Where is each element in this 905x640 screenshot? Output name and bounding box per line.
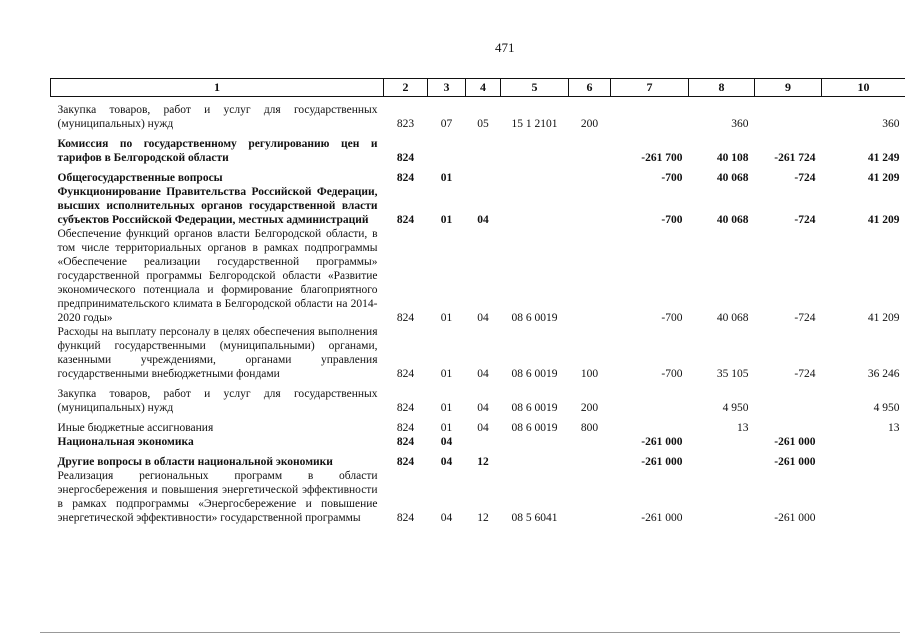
row-amount-total-2: 41 209 [867,312,900,324]
row-amount-change-2: -724 [794,368,816,380]
row-subsection-code: 04 [477,368,489,380]
table-row [51,97,905,132]
row-target-article [501,435,569,449]
table-body [51,97,905,526]
row-amount-change-1: -261 000 [641,512,683,524]
row-expense-type [569,469,611,525]
row-expense-type: 800 [580,422,599,434]
column-header-5: 5 [501,79,569,97]
row-expense-type: 100 [580,368,599,380]
row-target-article [501,185,569,227]
row-amount-total-1: 40 068 [716,312,749,324]
table-header [51,79,905,97]
row-target-article [501,449,569,469]
row-amount-change-2: -724 [794,312,816,324]
row-chapter-code: 824 [396,152,415,164]
column-header-1: 1 [51,79,384,97]
row-target-article: 15 1 2101 [511,118,558,130]
row-amount-change-1: -700 [661,368,683,380]
row-description: Закупка товаров, работ и услуг для государственных (муниципальных) нужд [57,388,378,414]
row-amount-total-1: 40 068 [716,214,749,226]
row-chapter-code: 824 [396,456,415,468]
row-section-code: 04 [440,436,453,448]
row-target-article [501,131,569,165]
row-chapter-code: 824 [396,402,415,414]
row-amount-change-2 [755,381,822,415]
table-row [51,185,905,227]
row-section-code: 04 [440,512,453,524]
row-amount-change-1: -700 [661,312,683,324]
row-amount-total-2 [822,435,905,449]
row-section-code: 01 [440,214,453,226]
row-subsection-code: 05 [477,118,489,130]
row-amount-change-1 [611,97,689,132]
row-description: Национальная экономика [57,436,194,448]
row-description: Функционирование Правительства Российской Федерации, высших исполнительных органов государственной власти субъектов Российской Федерации, местных администраций [57,186,378,226]
row-section-code: 01 [440,402,453,414]
table-row [51,449,905,469]
row-description: Обеспечение функций органов власти Белгородской области, в том числе территориальных органов в рамках подпрограммы «Обеспечение реализации государственной программы» государственной программы Белгородской области «Развитие экономического потенциала и формирование благоприятного предпринимательского климата в Белгородской области на 2014-2020 годы» [57,228,378,324]
row-amount-total-2: 4 950 [873,402,900,414]
row-description: Закупка товаров, работ и услуг для государственных (муниципальных) нужд [57,104,378,130]
row-subsection-code: 04 [477,402,489,414]
row-chapter-code: 824 [396,368,415,380]
row-target-article: 08 6 0019 [511,368,558,380]
column-header-4: 4 [466,79,501,97]
row-amount-total-2: 36 246 [867,368,900,380]
row-amount-total-1: 4 950 [722,402,749,414]
row-amount-change-2: -724 [794,172,816,184]
row-target-article [501,165,569,185]
row-target-article: 08 6 0019 [511,422,558,434]
row-subsection-code [466,435,501,449]
row-chapter-code: 824 [396,172,415,184]
row-amount-total-1 [689,435,755,449]
row-amount-change-1: -261 000 [641,456,683,468]
budget-table [50,78,905,525]
row-section-code: 01 [440,172,453,184]
table-row [51,325,905,381]
column-header-8: 8 [689,79,755,97]
table-row [51,165,905,185]
row-target-article: 08 6 0019 [511,402,558,414]
row-amount-change-2: -261 000 [774,456,816,468]
row-amount-total-1: 35 105 [716,368,749,380]
row-amount-total-2: 41 209 [867,172,900,184]
row-amount-change-2: -724 [794,214,816,226]
bottom-rule [40,632,900,633]
row-expense-type [569,185,611,227]
row-amount-change-2: -261 000 [774,436,816,448]
row-amount-total-1: 13 [737,422,749,434]
row-expense-type: 200 [580,118,599,130]
column-header-3: 3 [428,79,466,97]
row-amount-total-1: 40 108 [716,152,749,164]
row-amount-total-2 [822,469,905,525]
row-amount-change-1 [611,381,689,415]
row-expense-type: 200 [580,402,599,414]
row-amount-change-1: -700 [661,172,683,184]
row-chapter-code: 824 [396,422,415,434]
column-header-2: 2 [384,79,428,97]
row-target-article: 08 5 6041 [511,512,558,524]
row-target-article: 08 6 0019 [511,312,558,324]
row-section-code: 07 [440,118,453,130]
page-number: 471 [495,40,515,55]
row-chapter-code: 824 [396,214,415,226]
row-section-code: 04 [440,456,453,468]
row-amount-total-2: 41 249 [867,152,900,164]
row-amount-change-2 [755,415,822,435]
row-section-code: 01 [440,422,453,434]
row-subsection-code: 04 [477,214,489,226]
row-description: Реализация региональных программ в области энергосбережения и повышения энергетической эффективности в рамках подпрограммы «Энергосбережение и повышение энергетической эффективности» государственной программы [57,470,378,524]
row-subsection-code [466,165,501,185]
row-chapter-code: 824 [396,312,415,324]
row-subsection-code: 04 [477,312,489,324]
row-description: Другие вопросы в области национальной экономики [57,456,333,468]
row-amount-change-2: -261 724 [774,152,816,164]
row-expense-type [569,449,611,469]
row-description: Иные бюджетные ассигнования [57,422,214,434]
row-amount-total-2: 360 [882,118,900,130]
table-row [51,131,905,165]
row-amount-change-1: -261 700 [641,152,683,164]
row-amount-total-1: 40 068 [716,172,749,184]
row-amount-total-1 [689,469,755,525]
table-row [51,415,905,435]
row-section-code [428,131,466,165]
column-header-9: 9 [755,79,822,97]
row-amount-change-1 [611,415,689,435]
row-subsection-code: 04 [477,422,489,434]
column-header-10: 10 [822,79,905,97]
row-amount-change-1: -700 [661,214,683,226]
header-row [51,79,905,97]
row-amount-change-1: -261 000 [641,436,683,448]
row-description: Комиссия по государственному регулированию цен и тарифов в Белгородской области [57,138,378,164]
column-header-6: 6 [569,79,611,97]
row-amount-total-1 [689,449,755,469]
table-row [51,469,905,525]
row-chapter-code: 824 [396,512,415,524]
row-subsection-code: 12 [477,456,489,468]
row-chapter-code: 824 [396,436,415,448]
row-expense-type [569,435,611,449]
table-row [51,435,905,449]
row-section-code: 01 [440,312,453,324]
column-header-7: 7 [611,79,689,97]
row-subsection-code [466,131,501,165]
row-expense-type [569,165,611,185]
row-amount-total-2: 41 209 [867,214,900,226]
row-chapter-code: 823 [396,118,415,130]
row-description: Общегосударственные вопросы [57,172,223,184]
row-amount-total-1: 360 [731,118,749,130]
table-row [51,381,905,415]
row-description: Расходы на выплату персоналу в целях обеспечения выполнения функций государственными (муниципальными) органами, казенными учреждениями, органами управления государственными внебюджетными фондами [57,326,378,380]
row-amount-change-2 [755,97,822,132]
row-amount-total-2: 13 [888,422,900,434]
row-amount-total-2 [822,449,905,469]
row-subsection-code: 12 [477,512,489,524]
row-expense-type [569,227,611,325]
row-amount-change-2: -261 000 [774,512,816,524]
row-expense-type [569,131,611,165]
row-section-code: 01 [440,368,453,380]
table-row [51,227,905,325]
